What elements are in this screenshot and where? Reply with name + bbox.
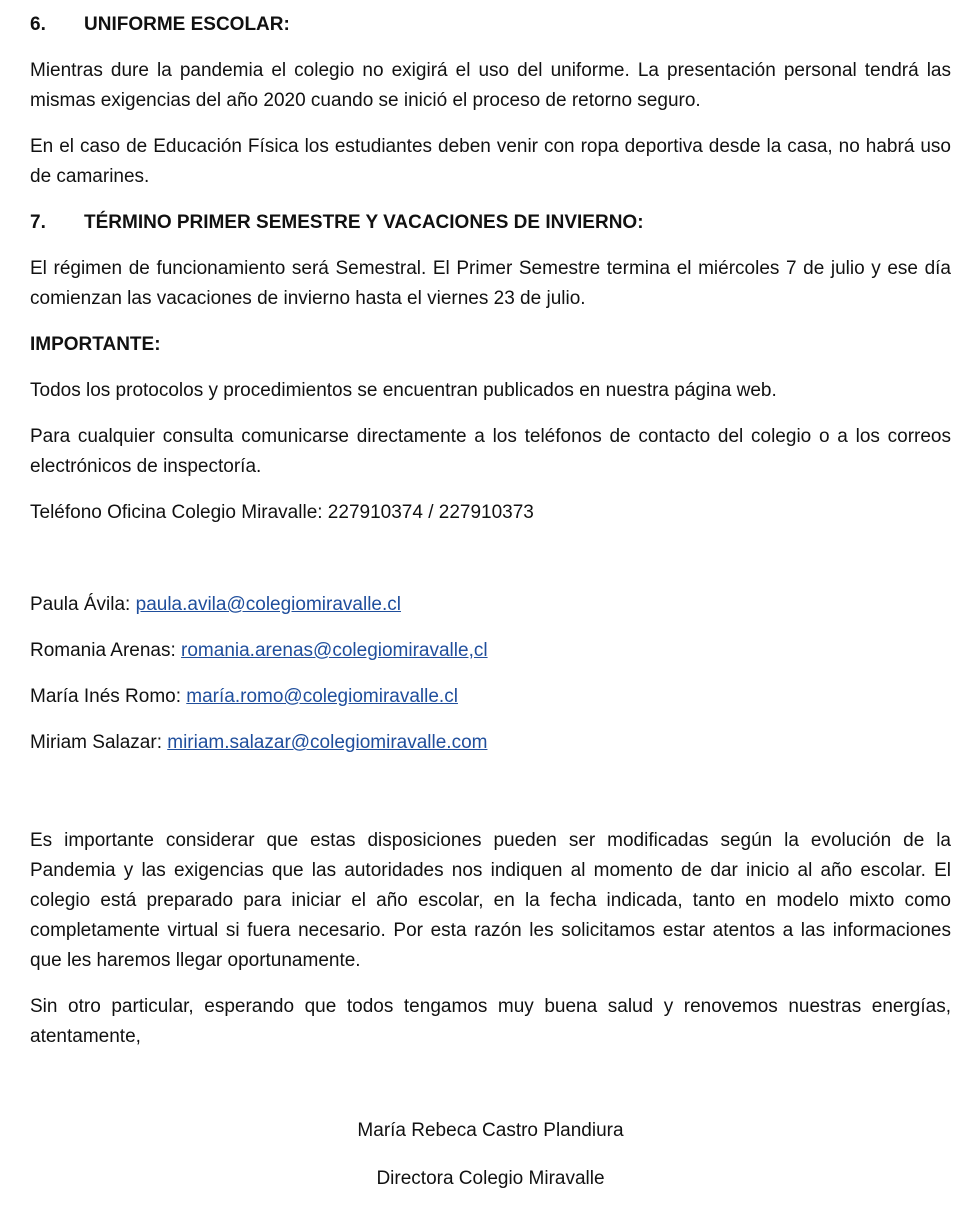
important-heading: IMPORTANTE:: [30, 334, 161, 355]
section-7-number: 7.: [30, 212, 46, 233]
contact-line: [30, 682, 951, 712]
contact-name: María Inés Romo:: [30, 686, 187, 707]
important-paragraph-1: Todos los protocolos y procedimientos se encuentran publicados en nuestra página web.: [30, 380, 777, 401]
contact-name: Romania Arenas:: [30, 640, 182, 661]
section-6-title: UNIFORME ESCOLAR:: [84, 14, 290, 35]
signature-role: Directora Colegio Miravalle: [376, 1168, 605, 1189]
important-paragraph-2: Para cualquier consulta comunicarse directamente a los teléfonos de contacto del colegio o a los correos electrónicos de inspectoría.: [30, 426, 951, 477]
signature-name: María Rebeca Castro Plandiura: [357, 1120, 624, 1141]
contact-line: [30, 728, 951, 758]
contact-email-link[interactable]: paula.avila@colegiomiravalle.cl: [135, 594, 401, 615]
closing-paragraph-1: Es importante considerar que estas disposiciones pueden ser modificadas según la evolución de la Pandemia y las exigencias que las autoridades nos indiquen al momento de dar inicio al año escolar. El colegio está preparado para iniciar el año escolar, en la fecha indicada, tanto en modelo mixto como completamente virtual si fuera necesario. Por esta razón les solicitamos estar atentos a las informaciones que les haremos llegar oportunamente.: [30, 830, 951, 971]
section-7-title: TÉRMINO PRIMER SEMESTRE Y VACACIONES DE INVIERNO:: [84, 212, 644, 233]
contact-line: [30, 636, 951, 666]
section-6-paragraph-2: En el caso de Educación Física los estudiantes deben venir con ropa deportiva desde la casa, no habrá uso de camarines.: [30, 136, 951, 187]
contact-email-link[interactable]: romania.arenas@colegiomiravalle,cl: [181, 640, 488, 661]
contact-email-link[interactable]: miriam.salazar@colegiomiravalle.com: [167, 732, 488, 753]
contact-name: Paula Ávila:: [30, 594, 136, 615]
contact-line: [30, 590, 951, 620]
section-6-number: 6.: [30, 14, 46, 35]
closing-paragraph-2: Sin otro particular, esperando que todos tengamos muy buena salud y renovemos nuestras energías, atentamente,: [30, 996, 951, 1047]
contact-name: Miriam Salazar:: [30, 732, 168, 753]
section-7-paragraph-1: El régimen de funcionamiento será Semestral. El Primer Semestre termina el miércoles 7 de julio y ese día comienzan las vacaciones de invierno hasta el viernes 23 de julio.: [30, 258, 951, 309]
section-7-heading: [30, 208, 951, 238]
contact-email-link[interactable]: maría.romo@colegiomiravalle.cl: [186, 686, 458, 707]
section-6-heading: [30, 10, 951, 40]
section-6-paragraph-1: Mientras dure la pandemia el colegio no exigirá el uso del uniforme. La presentación personal tendrá las mismas exigencias del año 2020 cuando se inició el proceso de retorno seguro.: [30, 60, 951, 111]
office-phone: Teléfono Oficina Colegio Miravalle: 227910374 / 227910373: [30, 502, 534, 523]
